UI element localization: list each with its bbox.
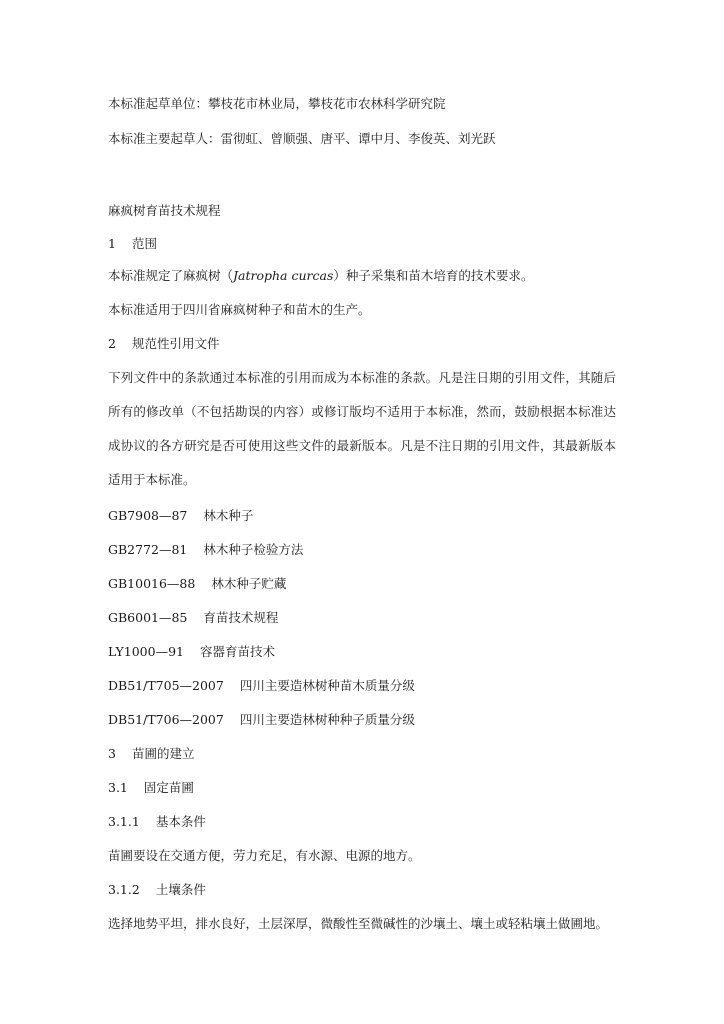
drafters: 本标准主要起草人：雷彻虹、曾顺强、唐平、谭中月、李俊英、刘光跃 [108, 131, 496, 146]
section-3-1-heading [108, 780, 194, 796]
section-2-heading [108, 336, 219, 352]
reference-code: GB10016—88 [108, 576, 196, 591]
section-2-number: 2 [108, 336, 116, 351]
section-1-heading [108, 236, 157, 252]
reference-item [108, 576, 286, 592]
reference-title: 四川主要造林树种苗木质量分级 [239, 678, 415, 693]
section-3-title: 苗圃的建立 [131, 746, 195, 761]
basic-conditions-paragraph: 苗圃要设在交通方便，劳力充足，有水源、电源的地方。 [108, 848, 421, 863]
section-2-title: 规范性引用文件 [131, 336, 220, 351]
normative-paragraph-line: 成协议的各方研究是否可使用这些文件的最新版本。凡是不注日期的引用文件，其最新版本 [108, 438, 616, 453]
scope-paragraph [108, 268, 533, 284]
reference-code: LY1000—91 [108, 644, 184, 659]
reference-title: 四川主要造林树种种子质量分级 [239, 712, 415, 727]
reference-code: DB51/T706—2007 [108, 712, 224, 727]
section-3-1-2-heading [108, 882, 206, 898]
reference-item [108, 542, 303, 558]
drafting-units: 本标准起草单位：攀枝花市林业局，攀枝花市农林科学研究院 [108, 96, 446, 111]
scope-text-b: ）种子采集和苗木培育的技术要求。 [333, 268, 534, 283]
section-3-heading [108, 746, 194, 762]
section-3-1-1-title: 基本条件 [155, 814, 206, 829]
reference-item [108, 644, 275, 660]
normative-paragraph-line: 适用于本标准。 [108, 472, 196, 487]
reference-title: 育苗技术规程 [203, 610, 279, 625]
section-3-1-2-number: 3.1.2 [108, 882, 140, 897]
reference-code: GB7908—87 [108, 508, 188, 523]
reference-title: 容器育苗技术 [199, 644, 275, 659]
reference-code: GB6001—85 [108, 610, 188, 625]
reference-code: GB2772—81 [108, 542, 188, 557]
section-3-1-number: 3.1 [108, 780, 128, 795]
normative-paragraph-line: 下列文件中的条款通过本标准的引用而成为本标准的条款。凡是注日期的引用文件，其随后 [108, 370, 616, 385]
normative-paragraph-line: 所有的修改单（不包括勘误的内容）或修订版均不适用于本标准，然而，鼓励根据本标准达 [108, 404, 616, 419]
section-1-title: 范围 [131, 236, 157, 251]
soil-conditions-paragraph: 选择地势平坦，排水良好，土层深厚，微酸性至微碱性的沙壤土、壤土或轻粘壤土做圃地。 [108, 916, 609, 931]
reference-title: 林木种子检验方法 [203, 542, 304, 557]
reference-item [108, 678, 415, 694]
section-3-1-1-heading [108, 814, 206, 830]
document-title: 麻疯树育苗技术规程 [108, 203, 221, 218]
reference-item [108, 712, 415, 728]
section-3-1-title: 固定苗圃 [143, 780, 194, 795]
reference-code: DB51/T705—2007 [108, 678, 224, 693]
section-3-number: 3 [108, 746, 116, 761]
scope-text-a: 本标准规定了麻疯树（ [108, 268, 234, 283]
section-1-number: 1 [108, 236, 116, 251]
section-3-1-1-number: 3.1.1 [108, 814, 140, 829]
reference-item [108, 508, 253, 524]
reference-item [108, 610, 278, 626]
species-latin-name: Jatropha curcas [233, 268, 334, 283]
section-3-1-2-title: 土壤条件 [155, 882, 206, 897]
applicability-paragraph: 本标准适用于四川省麻疯树种子和苗木的生产。 [108, 302, 371, 317]
reference-title: 林木种子 [203, 508, 254, 523]
reference-title: 林木种子贮藏 [211, 576, 287, 591]
